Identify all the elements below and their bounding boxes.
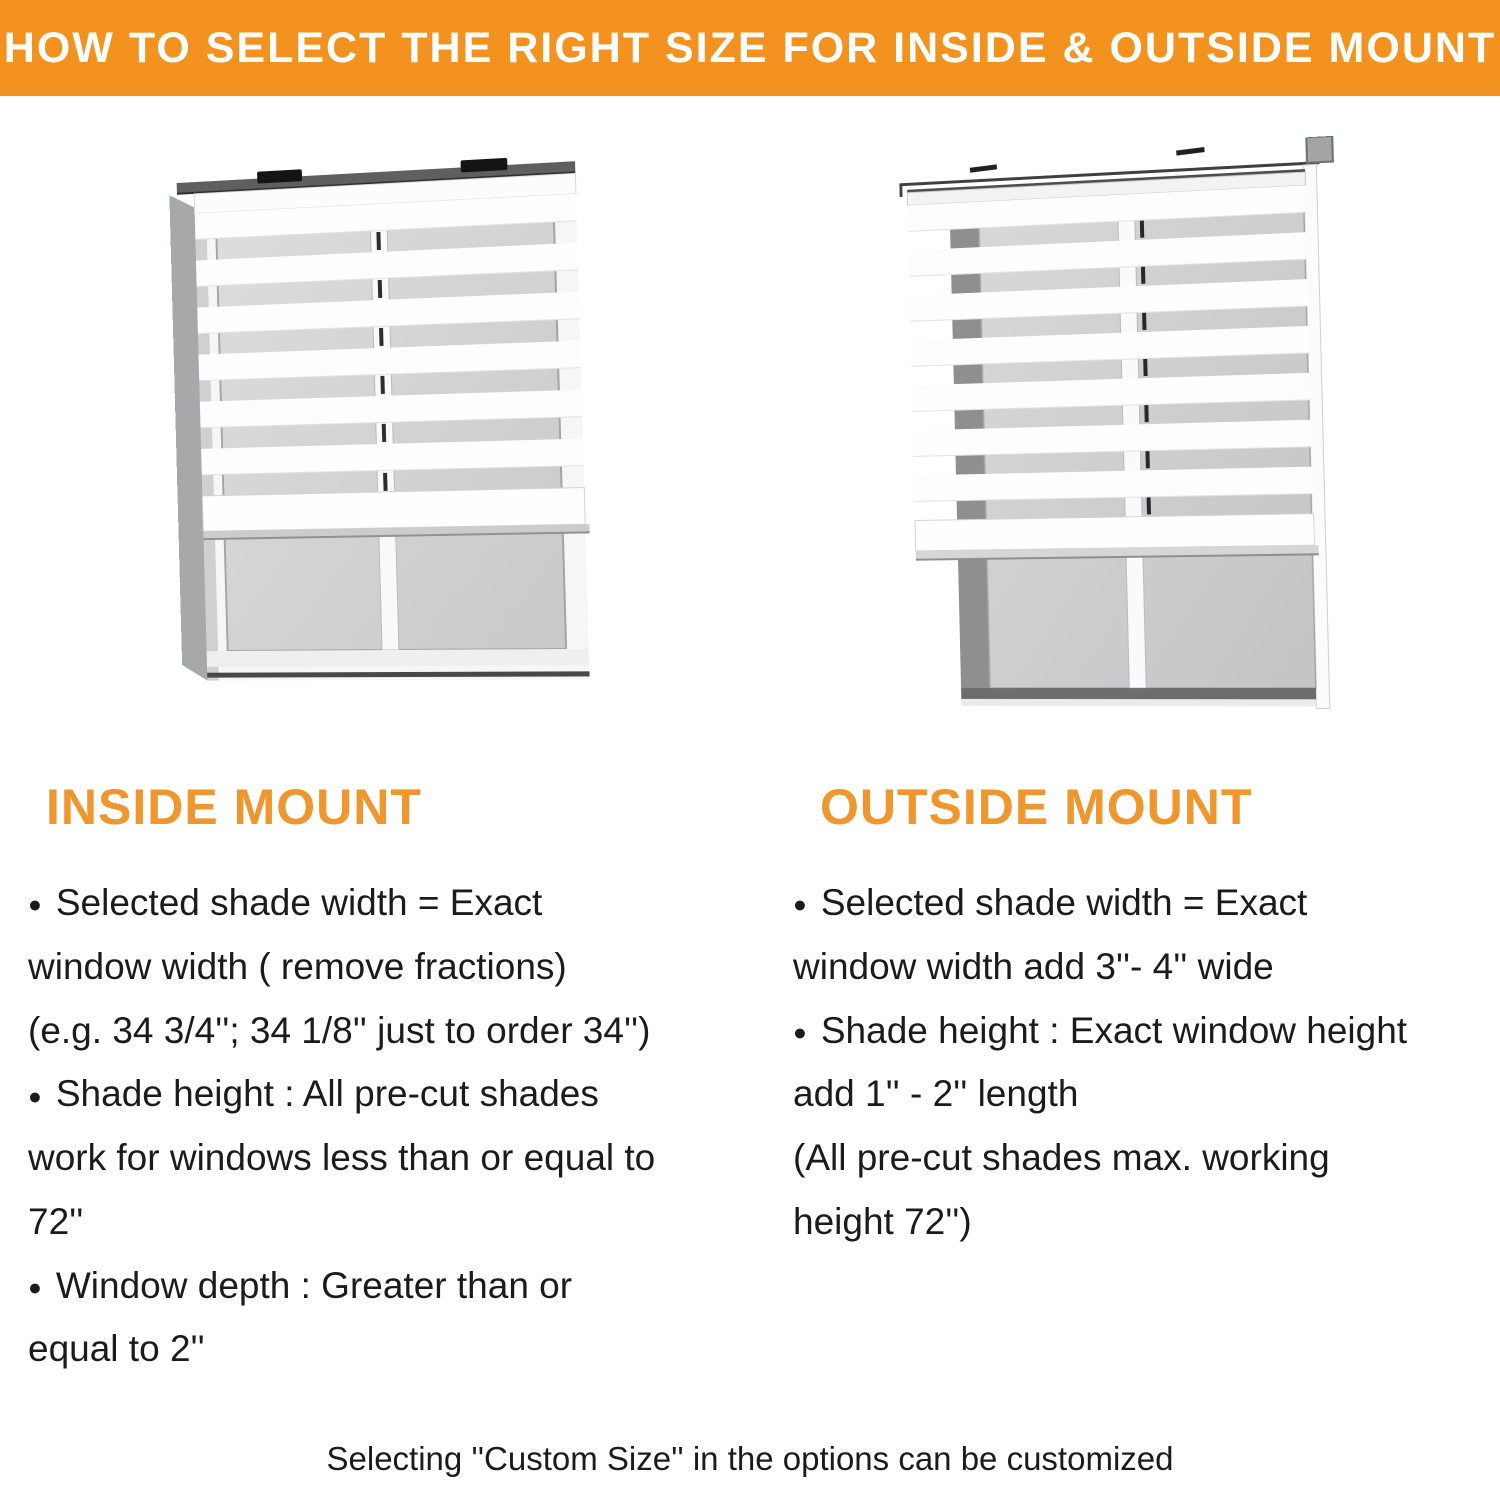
- spec-line: work for windows less than or equal to: [28, 1137, 656, 1178]
- mounting-bracket: [257, 169, 302, 183]
- spec-line: ● Selected shade width = Exact: [793, 882, 1308, 923]
- outside-mount-heading: OUTSIDE MOUNT: [820, 779, 1253, 835]
- window-sill: [961, 688, 1316, 699]
- spec-line: ● Shade height : All pre-cut shades: [28, 1073, 599, 1115]
- inside-mount-heading: INSIDE MOUNT: [46, 779, 422, 835]
- banner: [0, 0, 1500, 96]
- banner-title: HOW TO SELECT THE RIGHT SIZE FOR INSIDE & OUTSIDE MOUNT: [3, 23, 1497, 72]
- spec-line: equal to 2'': [28, 1328, 205, 1370]
- spec-line: (e.g. 34 3/4''; 34 1/8'' just to order 34''): [28, 1009, 651, 1051]
- bullet: ●: [28, 891, 42, 918]
- outside-mount-illustration: [893, 136, 1349, 750]
- spec-line: height 72''): [793, 1200, 972, 1242]
- outside-mount-specs: [793, 872, 1500, 1255]
- inside-mount-illustration: [169, 146, 601, 708]
- inside-mount-window-diagram: [169, 146, 601, 708]
- mounting-bracket: [1176, 147, 1205, 156]
- bullet: ●: [28, 1082, 42, 1109]
- bullet: ●: [28, 1273, 42, 1300]
- corner-bracket-block: [1306, 136, 1332, 163]
- inside-mount-specs: [28, 872, 748, 1382]
- spec-line: ● Shade height : Exact window height: [793, 1009, 1408, 1051]
- spec-line: ● Selected shade width = Exact: [28, 882, 543, 923]
- spec-line: ● Window depth : Greater than or: [28, 1264, 573, 1306]
- spec-line: window width ( remove fractions): [28, 945, 567, 987]
- mounting-bracket: [970, 164, 997, 172]
- mounting-bracket: [461, 158, 508, 173]
- spec-line: 72'': [28, 1200, 84, 1242]
- bullet: ●: [793, 1018, 807, 1045]
- footer-note: Selecting ''Custom Size'' in the options can be customized: [326, 1440, 1174, 1477]
- outside-mount-window-diagram: [893, 136, 1349, 750]
- bullet: ●: [793, 891, 807, 918]
- spec-line: window width add 3''- 4'' wide: [793, 945, 1274, 987]
- spec-line: (All pre-cut shades max. working: [793, 1137, 1330, 1178]
- shade-bottom-rail: [915, 514, 1314, 551]
- spec-line: add 1'' - 2'' length: [793, 1073, 1079, 1115]
